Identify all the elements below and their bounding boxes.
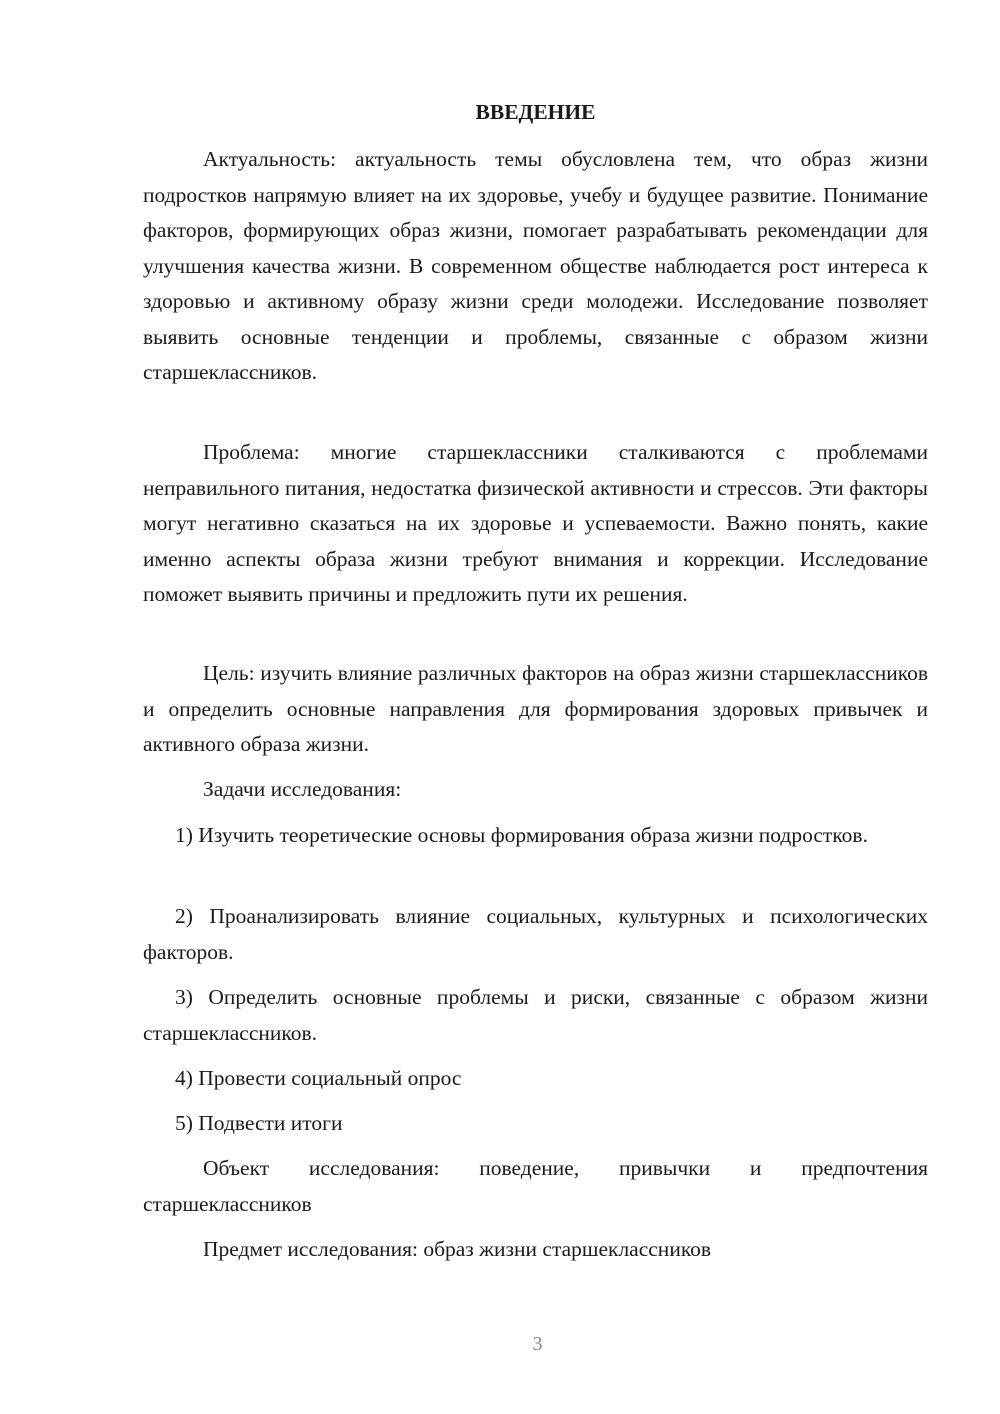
paragraph-goal: Цель: изучить влияние различных факторов на образ жизни старшеклассников и определить основные направления для формирования здоровых привычек и активного образа жизни. bbox=[143, 661, 928, 756]
paragraph-subject: Предмет исследования: образ жизни старшеклассников bbox=[203, 1237, 712, 1261]
page-number: 3 bbox=[532, 1333, 543, 1355]
task-item-3: 3) Определить основные проблемы и риски, связанные с образом жизни старшеклассников. bbox=[143, 985, 928, 1045]
paragraph-object: Объект исследования: поведение, привычки и предпочтения старшеклассников bbox=[143, 1156, 928, 1216]
paragraph-problem: Проблема: многие старшеклассники сталкиваются с проблемами неправильного питания, недостатка физической активности и стрессов. Эти факторы могут негативно сказаться на их здоровье и успеваемости. Важно понять, какие именно аспекты образа жизни требуют внимания и коррекции. Исследование поможет выявить причины и предложить пути их решения. bbox=[143, 440, 928, 606]
paragraph-relevance: Актуальность: актуальность темы обусловлена тем, что образ жизни подростков напрямую влияет на их здоровье, учебу и будущее развитие. Понимание факторов, формирующих образ жизни, помогает разрабатывать рекомендации для улучшения качества жизни. В современном обществе наблюдается рост интереса к здоровью и активному образу жизни среди молодежи. Исследование позволяет выявить основные тенденции и проблемы, связанные с образом жизни старшеклассников. bbox=[143, 147, 928, 384]
task-item-4: 4) Провести социальный опрос bbox=[175, 1066, 462, 1090]
task-item-2: 2) Проанализировать влияние социальных, культурных и психологических факторов. bbox=[143, 904, 928, 964]
task-item-5: 5) Подвести итоги bbox=[175, 1111, 343, 1135]
tasks-heading: Задачи исследования: bbox=[203, 777, 402, 801]
task-item-1: 1) Изучить теоретические основы формирования образа жизни подростков. bbox=[175, 823, 868, 847]
page-title: ВВЕДЕНИЕ bbox=[475, 100, 596, 124]
